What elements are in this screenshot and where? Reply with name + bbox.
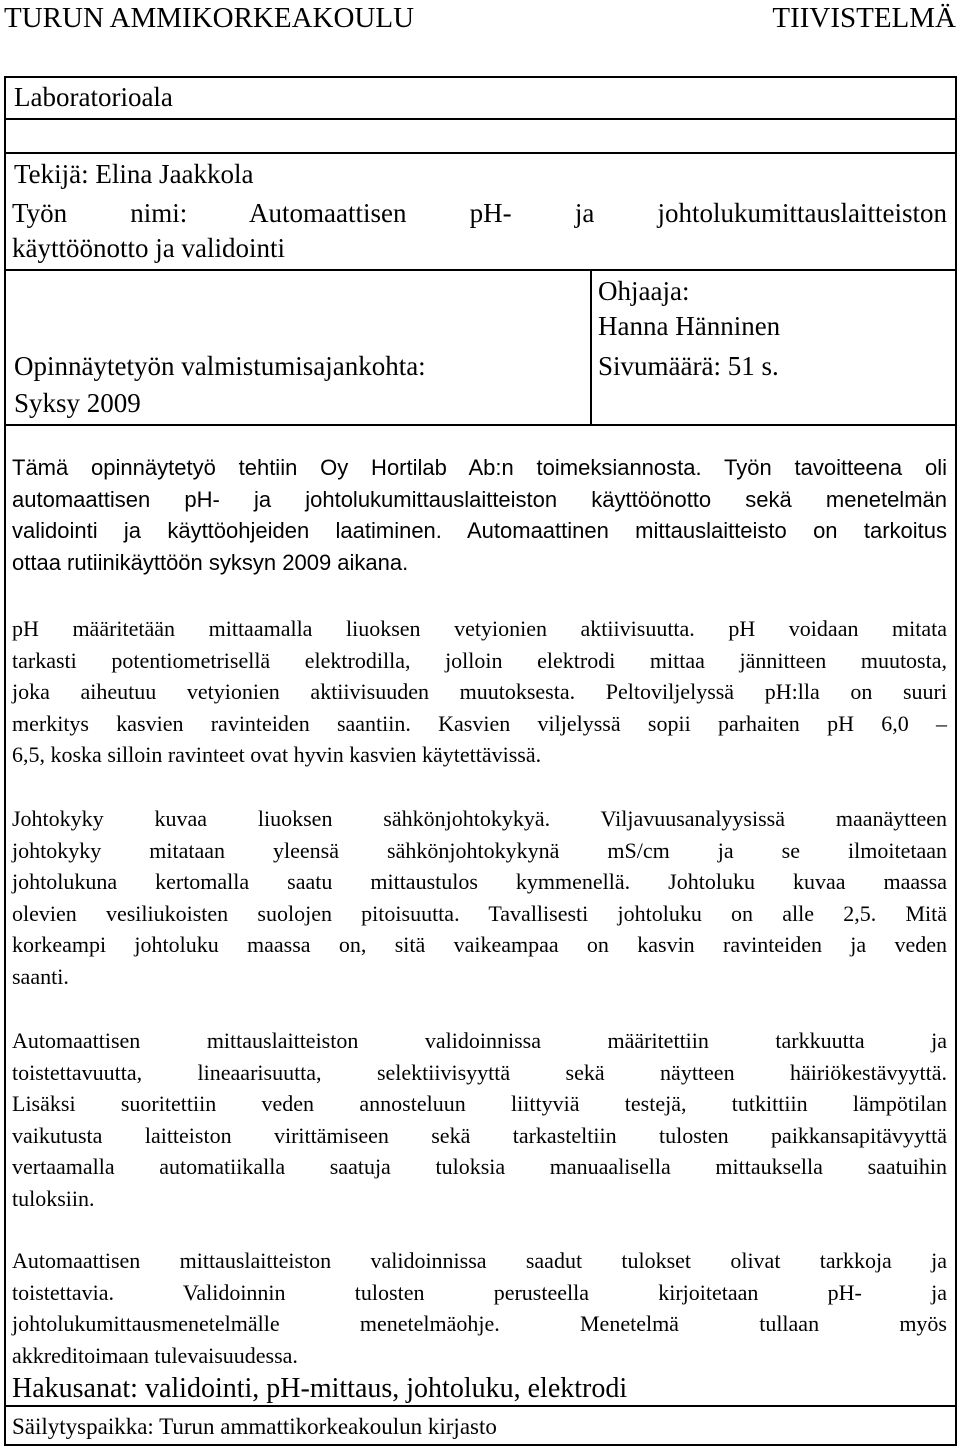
abstract-line: pH määritetään mittaamalla liuoksen vetyionien aktiivisuutta. pH voidaan mitata	[12, 616, 947, 641]
abstract-paragraph	[12, 452, 947, 578]
abstract-line: Johtokyky kuvaa liuoksen sähkönjohtokykyä. Viljavuusanalyysissä maanäytteen	[12, 806, 947, 831]
divider	[4, 424, 957, 426]
institution-name: TURUN AMMIKORKEAKOULU	[4, 2, 415, 34]
divider	[4, 152, 957, 154]
abstract-line: akkreditoimaan tulevaisuudessa.	[12, 1342, 298, 1368]
abstract-line: 6,5, koska silloin ravinteet ovat hyvin kasvien käytettävissä.	[12, 742, 542, 768]
divider	[4, 118, 957, 120]
document-type: TIIVISTELMÄ	[772, 2, 956, 34]
abstract-line: toistettavuutta, lineaarisuutta, selektiivisyyttä sekä näytteen häiriökestävyyttä.	[12, 1059, 947, 1085]
abstract-line: automaattisen pH- ja johtolukumittauslaitteiston käyttöönotto sekä menetelmän	[12, 486, 947, 512]
abstract-line: korkeampi johtoluku maassa on, sitä vaikeampaa on kasvin ravinteiden ja veden	[12, 932, 947, 958]
abstract-paragraph	[12, 613, 947, 771]
abstract-line: toistettavia. Validoinnin tulosten perusteella kirjoitetaan pH- ja	[12, 1279, 947, 1305]
abstract-line: saanti.	[12, 963, 69, 989]
abstract-paragraph	[12, 1245, 947, 1371]
abstract-line: vertaamalla automatiikalla saatuja tuloksia manuaalisella mittauksella saatuihin	[12, 1154, 947, 1180]
abstract-line: tuloksiin.	[12, 1185, 95, 1211]
abstract-line: vaikutusta laitteiston virittämiseen sekä tarkasteltiin tulosten paikkansapitävyyttä	[12, 1122, 947, 1148]
abstract-line: johtokyky mitataan yleensä sähkönjohtokykynä mS/cm ja se ilmoitetaan	[12, 837, 947, 863]
abstract-line: merkitys kasvien ravinteiden saantiin. Kasvien viljelyssä sopii parhaiten pH 6,0 –	[12, 710, 947, 736]
abstract-line: johtolukuna kertomalla saatu mittaustulos kymmenellä. Johtoluku kuvaa maassa	[12, 869, 947, 895]
completion-value: Syksy 2009	[14, 388, 141, 418]
thesis-title	[12, 196, 947, 266]
keywords: Hakusanat: validointi, pH-mittaus, johtoluku, elektrodi	[12, 1373, 628, 1404]
abstract-paragraph	[12, 1025, 947, 1215]
abstract-line: johtolukumittausmenetelmälle menetelmäohje. Menetelmä tullaan myös	[12, 1311, 947, 1337]
thesis-title-line: käyttöönotto ja validointi	[12, 233, 285, 263]
thesis-title-line: Työn nimi: Automaattisen pH- ja johtolukumittauslaitteiston	[12, 198, 947, 228]
abstract-line: Lisäksi suoritettiin veden annosteluun liittyviä testejä, tutkittiin lämpötilan	[12, 1091, 947, 1117]
abstract-line: Automaattisen mittauslaitteiston validoinnissa saadut tulokset olivat tarkkoja ja	[12, 1248, 947, 1273]
supervisor-label: Ohjaaja:	[598, 276, 690, 306]
abstract-line: Tämä opinnäytetyö tehtiin Oy Hortilab Ab:n toimeksiannosta. Työn tavoitteena oli	[12, 455, 947, 480]
field-of-study: Laboratorioala	[14, 82, 173, 112]
abstract-line: tarkasti potentiometrisellä elektrodilla, jolloin elektrodi mittaa jännitteen muutosta,	[12, 647, 947, 673]
completion-label: Opinnäytetyön valmistumisajankohta:	[14, 351, 426, 381]
divider	[4, 1405, 957, 1407]
abstract-line: validointi ja käyttöohjeiden laatiminen. Automaattinen mittauslaitteisto on tarkoitus	[12, 518, 947, 544]
page-count: Sivumäärä: 51 s.	[598, 351, 779, 381]
author: Tekijä: Elina Jaakkola	[14, 159, 254, 189]
abstract-line: joka aiheutuu vetyionien aktiivisuuden muutoksesta. Peltoviljelyssä pH:lla on suuri	[12, 679, 947, 705]
abstract-line: Automaattisen mittauslaitteiston validoinnissa määritettiin tarkkuutta ja	[12, 1028, 947, 1053]
supervisor-name: Hanna Hänninen	[598, 311, 781, 341]
abstract-line: ottaa rutiinikäyttöön syksyn 2009 aikana.	[12, 549, 409, 575]
column-divider	[590, 271, 592, 424]
storage-location: Säilytyspaikka: Turun ammattikorkeakoulun kirjasto	[12, 1414, 497, 1439]
abstract-line: olevien vesiliukoisten suolojen pitoisuutta. Tavallisesti johtoluku on alle 2,5. Mitä	[12, 900, 947, 926]
divider	[4, 269, 957, 271]
abstract-paragraph	[12, 803, 947, 993]
